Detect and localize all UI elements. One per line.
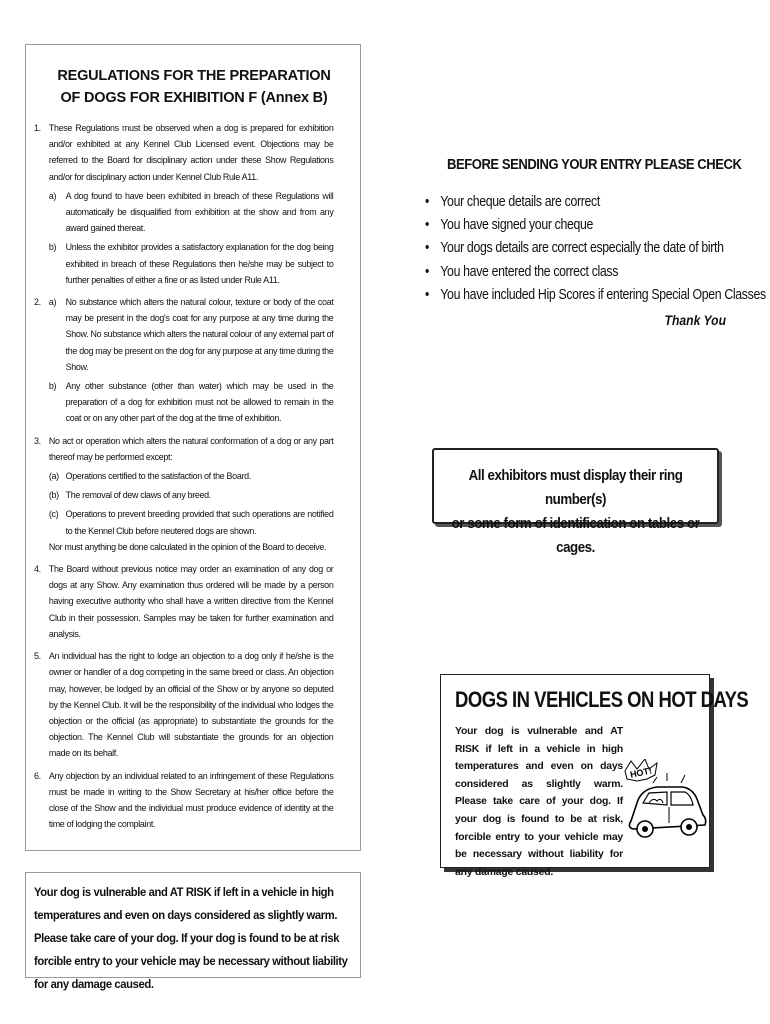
regulation-subitem bbox=[49, 507, 334, 539]
ring-number-notice-box bbox=[432, 448, 719, 556]
regulation-text: No act or operation which alters the natural conformation of a dog or any part thereof may be performed except: bbox=[48, 435, 334, 463]
checklist-item: • You have included Hip Scores if entering Special Open Classes bbox=[425, 284, 697, 307]
regulation-subitem bbox=[49, 469, 334, 485]
regulation-item-3 bbox=[34, 434, 333, 556]
regulation-item-4 bbox=[34, 562, 333, 643]
regulations-box bbox=[25, 44, 361, 851]
thank-you-text: Thank You bbox=[664, 313, 726, 328]
checklist bbox=[425, 191, 766, 307]
subitem-text: The removal of dew claws of any breed. bbox=[65, 490, 211, 502]
hot-label: HOT! bbox=[629, 765, 653, 780]
subitem-text: Any other substance (other than water) which may be used in the preparation of a dog for exhibition must not be allowed to remain in the coat or on any other part of the dog at the time of exhibition. bbox=[65, 381, 334, 425]
regulation-number: 6. bbox=[34, 770, 41, 782]
regulation-subitem bbox=[49, 240, 334, 289]
regulation-item-5 bbox=[34, 649, 333, 762]
regulation-item-2 bbox=[34, 295, 333, 428]
checklist-item: • You have signed your cheque bbox=[425, 214, 697, 237]
regulation-number: 2. bbox=[34, 297, 41, 309]
hot-car-illustration bbox=[623, 759, 709, 845]
subitem-label: a) bbox=[48, 190, 57, 202]
regulation-number: 1. bbox=[34, 123, 41, 134]
regulation-subitem bbox=[49, 295, 334, 376]
regulation-number: 3. bbox=[34, 435, 41, 447]
regulation-subitem bbox=[49, 488, 334, 504]
hot-days-box bbox=[440, 674, 749, 878]
regulations-list bbox=[34, 121, 333, 839]
regulation-text: The Board without previous notice may order an examination of any dog or dogs at any Show. Any examination thus ordered will be made by a person having executive authority who shall have a written directive from the Kennel Club in their possession. Samples may be taken for further examination and analysis. bbox=[48, 564, 334, 640]
regulation-subitem bbox=[49, 379, 334, 428]
hot-days-title: DOGS IN VEHICLES ON HOT DAYS bbox=[455, 687, 749, 712]
car-icon bbox=[629, 773, 705, 837]
subitem-text: Unless the exhibitor provides a satisfactory explanation for the dog being exhibited in breach of these Regulations then he/she may be subject to further penalties of either a fine or as listed under Rule A11. bbox=[65, 242, 334, 286]
ring-notice-line2: or some form of identification on tables or cages. bbox=[451, 516, 700, 556]
subitem-text: Operations certified to the satisfaction of the Board. bbox=[65, 471, 251, 483]
ring-notice-line1: All exhibitors must display their ring number(s) bbox=[468, 468, 683, 508]
subitem-label: (c) bbox=[48, 509, 59, 521]
regulation-number: 5. bbox=[34, 651, 41, 663]
regulations-title-line1: REGULATIONS FOR THE PREPARATION bbox=[57, 68, 331, 84]
subitem-label: b) bbox=[48, 242, 57, 254]
checklist-item: • Your cheque details are correct bbox=[425, 191, 697, 214]
hot-burst-icon bbox=[625, 759, 657, 781]
regulation-text: These Regulations must be observed when a dog is prepared for exhibition and/or exhibited at any Kennel Club Licensed event. Objections may be referred to the Board for disciplinary action under these Show Regulations and/or for disciplinary action under Kennel Club Rule A11. bbox=[48, 123, 334, 183]
regulation-item-1 bbox=[34, 121, 333, 289]
regulation-footer-text: Nor must anything be done calculated in the opinion of the Board to deceive. bbox=[48, 541, 327, 553]
checklist-title: BEFORE SENDING YOUR ENTRY PLEASE CHECK bbox=[447, 157, 742, 173]
checklist-item: • You have entered the correct class bbox=[425, 261, 697, 284]
hot-days-text: Your dog is vulnerable and AT RISK if left in a vehicle in high temperatures and even on days considered as slightly warm. Please take care of your dog. If your dog is found to be at risk, forcible entry to your vehicle may be necessary without liability for any damage caused. bbox=[455, 726, 623, 878]
regulation-item-6 bbox=[34, 769, 333, 834]
subitem-label: (b) bbox=[48, 490, 59, 502]
regulations-title bbox=[26, 65, 362, 109]
checklist-item: • Your dogs details are correct especially the date of birth bbox=[425, 237, 697, 260]
regulation-subitem bbox=[49, 189, 334, 238]
vehicle-warning-box bbox=[25, 872, 361, 991]
regulation-text: An individual has the right to lodge an objection to a dog only if he/she is the owner or handler of a dog competing in the same breed or class. An objection may, however, be lodged by an official of the Show or by anyone so deputed by the Kennel Club. It will be the responsibility of the individual who lodges the objection or the official (as appropriate) to substantiate the grounds for the objection. The Kennel Club will substantiate the grounds for an objection made on its behalf. bbox=[48, 651, 334, 760]
regulations-title-line2: OF DOGS FOR EXHIBITION F (Annex B) bbox=[60, 90, 328, 106]
subitem-label: (a) bbox=[48, 471, 59, 483]
regulation-number: 4. bbox=[34, 564, 41, 576]
regulation-text: Any objection by an individual related to an infringement of these Regulations must be made in writing to the Show Secretary at his/her office before the close of the Show and the individual must produce evidence of identity at the time of lodging the complaint. bbox=[48, 770, 334, 831]
subitem-label: b) bbox=[48, 381, 57, 393]
subitem-label: a) bbox=[48, 297, 57, 309]
subitem-text: No substance which alters the natural colour, texture or body of the coat may be present in the dog's coat for any purpose at any time during the Show. No substance which alters the natural colour of any external part of the dog may be present on the dog for any purpose at any time during the Show. bbox=[65, 297, 334, 373]
vehicle-warning-text: Your dog is vulnerable and AT RISK if left in a vehicle in high temperatures and even on days considered as slightly warm. Please take care of your dog. If your dog is found to be at risk forcible entry to your vehicle may be necessary without liability for any damage caused. bbox=[34, 886, 348, 991]
subitem-text: A dog found to have been exhibited in breach of these Regulations will automatically be disqualified from exhibition at the show and from any award gained thereat. bbox=[65, 190, 334, 235]
ring-number-notice bbox=[445, 464, 705, 560]
subitem-text: Operations to prevent breeding provided that such operations are notified to the Kennel Club before neutered dogs are shown. bbox=[65, 509, 334, 537]
